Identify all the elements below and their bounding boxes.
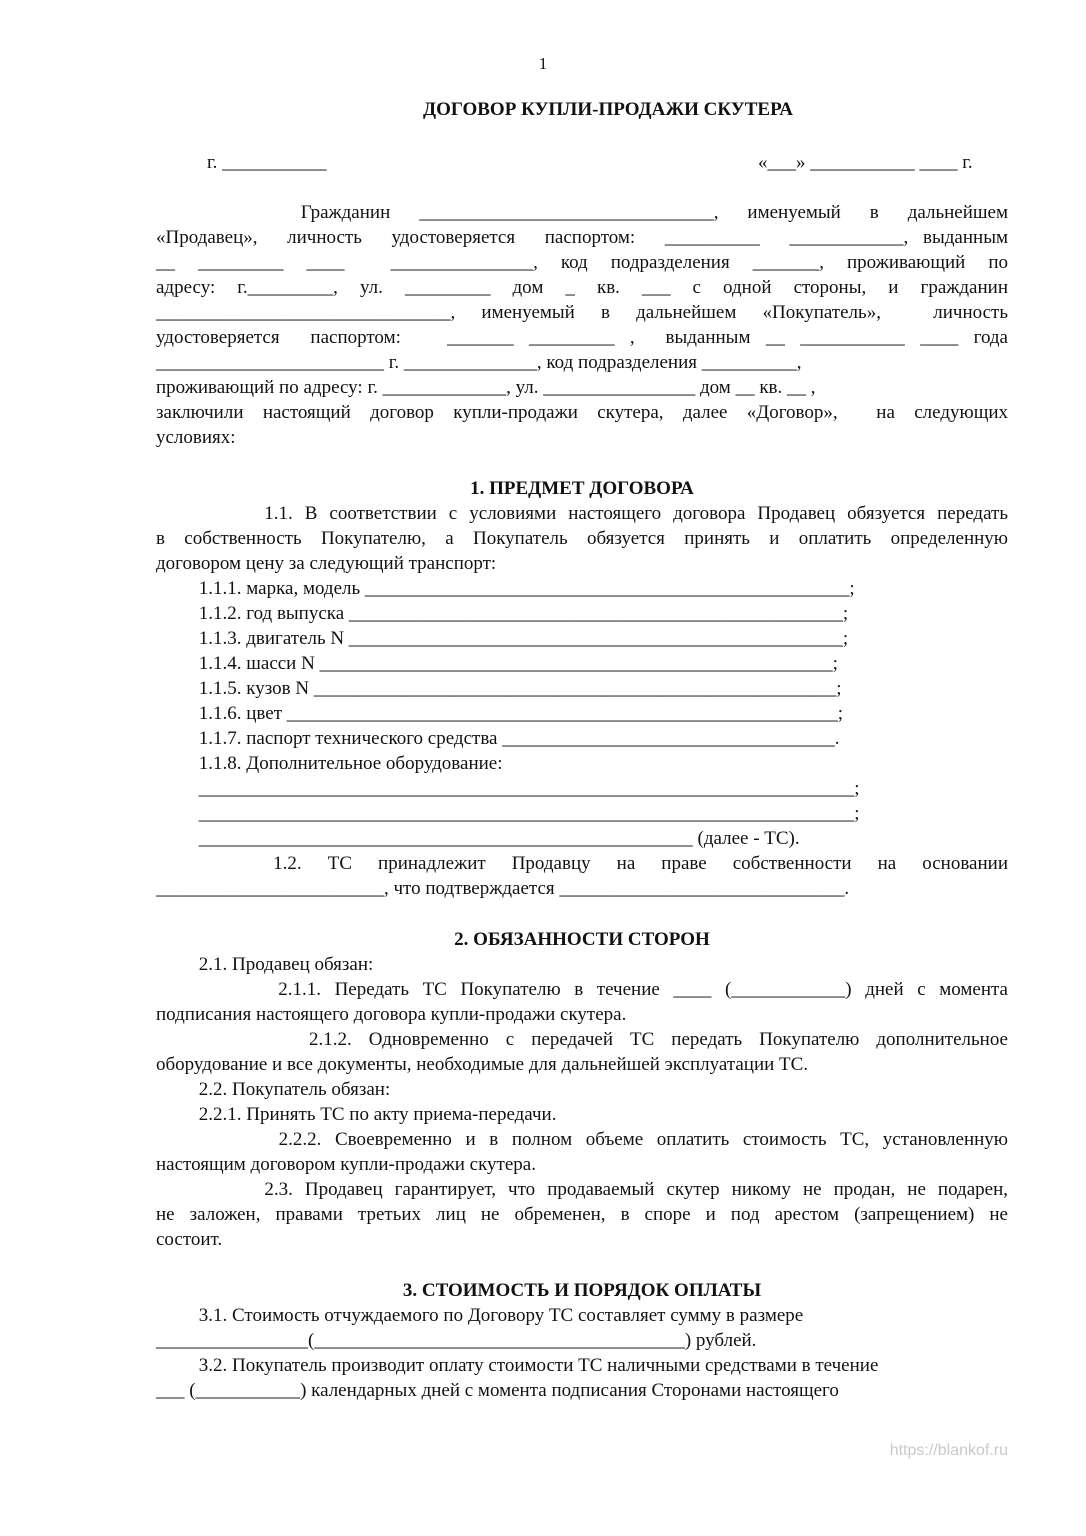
page-number: 1 bbox=[538, 54, 548, 73]
intro-line: ________________________ г. ______________, код подразделения __________, bbox=[156, 352, 802, 373]
section-line: ________________________, что подтверждается ______________________________. bbox=[156, 878, 850, 899]
section-line: 2.2.1. Принять ТС по акту приема-передачи. bbox=[156, 1104, 557, 1125]
intro-line: заключили настоящий договор купли-продажи скутера, далее «Договор», на следующих bbox=[156, 402, 1008, 423]
place-line: г. ___________ bbox=[207, 152, 327, 173]
intro-line: Гражданин _______________________________, именуемый в дальнейшем bbox=[156, 202, 1008, 223]
section-line: 2.2. Покупатель обязан: bbox=[156, 1079, 391, 1100]
section-line: оборудование и все документы, необходимые для дальнейшей эксплуатации ТС. bbox=[156, 1054, 809, 1075]
section-line: состоит. bbox=[156, 1229, 223, 1250]
section-line: ____________________________________________________ (далее - ТС). bbox=[156, 828, 800, 849]
section-line: 3.1. Стоимость отчуждаемого по Договору ТС составляет сумму в размере bbox=[156, 1305, 804, 1326]
section-line: 2.3. Продавец гарантирует, что продаваемый скутер никому не продан, не подарен, bbox=[156, 1179, 1008, 1200]
section-line: 2.2.2. Своевременно и в полном объеме оплатить стоимость ТС, установленную bbox=[156, 1129, 1008, 1150]
intro-line: _______________________________, именуемый в дальнейшем «Покупатель», личность bbox=[156, 302, 1008, 323]
intro-line: удостоверяется паспортом: _______ _________ , выданным __ ___________ ____ года bbox=[156, 327, 1008, 348]
intro-line: «Продавец», личность удостоверяется паспортом: __________ ____________, выданным bbox=[156, 227, 1008, 248]
section-line: 1.1.2. год выпуска ____________________________________________________; bbox=[156, 603, 849, 624]
section-line: 1.1. В соответствии с условиями настоящего договора Продавец обязуется передать bbox=[156, 503, 1008, 524]
section-heading: 1. ПРЕДМЕТ ДОГОВОРА bbox=[470, 478, 694, 499]
section-line: договором цену за следующий транспорт: bbox=[156, 553, 497, 574]
section-line: подписания настоящего договора купли-продажи скутера. bbox=[156, 1004, 627, 1025]
section-line: не заложен, правами третьих лиц не обременен, в споре и под арестом (запрещением) не bbox=[156, 1204, 1008, 1225]
section-line: настоящим договором купли-продажи скутера. bbox=[156, 1154, 536, 1175]
section-heading: 2. ОБЯЗАННОСТИ СТОРОН bbox=[454, 929, 710, 950]
intro-line: __ _________ ____ _______________, код подразделения _______, проживающий по bbox=[156, 252, 1008, 273]
section-line: _____________________________________________________________________; bbox=[156, 778, 860, 799]
section-line: 2.1.2. Одновременно с передачей ТС передать Покупателю дополнительное bbox=[156, 1029, 1008, 1050]
intro-line: проживающий по адресу: г. _____________, ул. ________________ дом __ кв. __ , bbox=[156, 377, 816, 398]
section-heading: 3. СТОИМОСТЬ И ПОРЯДОК ОПЛАТЫ bbox=[402, 1280, 762, 1301]
section-line: 1.1.4. шасси N ______________________________________________________; bbox=[156, 653, 838, 674]
section-line: 2.1.1. Передать ТС Покупателю в течение ____ (____________) дней с момента bbox=[156, 979, 1008, 1000]
section-line: 1.1.6. цвет __________________________________________________________; bbox=[156, 703, 844, 724]
section-line: 1.1.5. кузов N _______________________________________________________; bbox=[156, 678, 842, 699]
section-line: 1.2. ТС принадлежит Продавцу на праве собственности на основании bbox=[156, 853, 1008, 874]
section-line: 2.1. Продавец обязан: bbox=[156, 954, 374, 975]
watermark-link[interactable]: https://blankof.ru bbox=[889, 1442, 1008, 1459]
intro-line: адресу: г._________, ул. _________ дом _ кв. ___ с одной стороны, и гражданин bbox=[156, 277, 1008, 298]
section-line: 1.1.7. паспорт технического средства ___________________________________. bbox=[156, 728, 840, 749]
section-line: 1.1.1. марка, модель ___________________________________________________; bbox=[156, 578, 855, 599]
section-line: _____________________________________________________________________; bbox=[156, 803, 860, 824]
document-title: ДОГОВОР КУПЛИ-ПРОДАЖИ СКУТЕРА bbox=[423, 99, 793, 120]
section-line: в собственность Покупателю, а Покупатель обязуется принять и оплатить определенную bbox=[156, 528, 1008, 549]
section-line: ___ (___________) календарных дней с момента подписания Сторонами настоящего bbox=[156, 1380, 839, 1401]
date-line: «___» ___________ ____ г. bbox=[758, 152, 973, 173]
section-line: ________________(_______________________________________) рублей. bbox=[156, 1330, 757, 1351]
intro-line: условиях: bbox=[156, 427, 236, 448]
section-line: 1.1.3. двигатель N ____________________________________________________; bbox=[156, 628, 849, 649]
section-line: 3.2. Покупатель производит оплату стоимости ТС наличными средствами в течение bbox=[156, 1355, 879, 1376]
section-line: 1.1.8. Дополнительное оборудование: bbox=[156, 753, 503, 774]
